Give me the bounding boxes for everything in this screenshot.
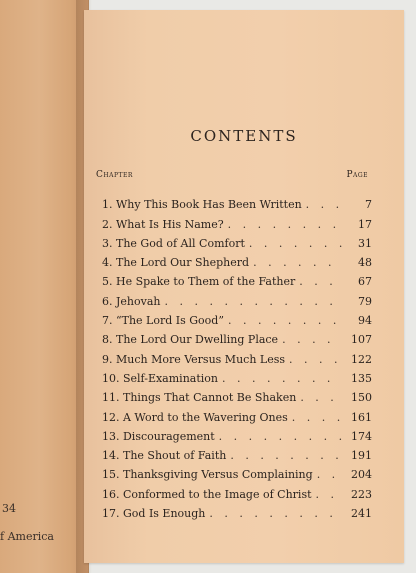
toc-leader-dots — [219, 430, 342, 443]
toc-entry — [102, 308, 372, 327]
toc-entry — [102, 250, 372, 269]
toc-entry-page-number: 79 — [358, 294, 372, 308]
contents-page — [84, 10, 404, 563]
toc-entry-title: 16. Conformed to the Image of Christ — [102, 487, 312, 501]
toc-entry-title: 2. What Is His Name? — [102, 217, 224, 231]
toc-entry-page-number: 223 — [351, 487, 372, 501]
toc-entry — [102, 501, 372, 520]
toc-entry — [102, 231, 372, 250]
left-page-number: 34 — [2, 502, 16, 515]
toc-entry-page-number: 48 — [358, 256, 372, 270]
toc-leader-dots — [299, 275, 342, 288]
toc-entry-page-number: 135 — [351, 371, 372, 385]
toc-leader-dots — [282, 333, 342, 346]
toc-leader-dots — [209, 507, 342, 520]
page-column-header: Page — [346, 170, 368, 180]
toc-entry — [102, 404, 372, 423]
toc-leader-dots — [289, 353, 342, 366]
toc-entry-title: 6. Jehovah — [102, 294, 161, 308]
toc-entry-page-number: 94 — [358, 314, 372, 328]
toc-entry — [102, 192, 372, 211]
toc-entry — [102, 288, 372, 307]
toc-entry — [102, 481, 372, 500]
toc-entry-title: 13. Discouragement — [102, 429, 215, 443]
toc-entry-title: 15. Thanksgiving Versus Complaining — [102, 468, 313, 482]
toc-entry-page-number: 67 — [358, 275, 372, 289]
toc-entry — [102, 424, 372, 443]
toc-entry-title: 3. The God of All Comfort — [102, 236, 245, 250]
toc-entry-title: 9. Much More Versus Much Less — [102, 352, 285, 366]
toc-leader-dots — [230, 449, 342, 462]
toc-leader-dots — [300, 391, 342, 404]
toc-entry — [102, 462, 372, 481]
table-of-contents — [102, 192, 372, 520]
chapter-column-header: Chapter — [96, 170, 133, 180]
toc-entry — [102, 327, 372, 346]
toc-entry-page-number: 150 — [351, 391, 372, 405]
left-page-footer-text: f America — [0, 530, 54, 543]
toc-leader-dots — [222, 372, 342, 385]
toc-leader-dots — [292, 411, 342, 424]
page-title: CONTENTS — [190, 127, 298, 145]
toc-entry — [102, 366, 372, 385]
toc-entry-page-number: 122 — [351, 352, 372, 366]
toc-leader-dots — [164, 295, 342, 308]
toc-entry-title: 11. Things That Cannot Be Shaken — [102, 391, 297, 405]
toc-entry-title: 8. The Lord Our Dwelling Place — [102, 333, 279, 347]
toc-leader-dots — [228, 218, 342, 231]
toc-leader-dots — [316, 488, 342, 501]
toc-entry-title: 17. God Is Enough — [102, 507, 206, 521]
toc-entry-title: 5. He Spake to Them of the Father — [102, 275, 296, 289]
toc-leader-dots — [317, 468, 342, 481]
toc-entry-page-number: 7 — [365, 198, 372, 212]
toc-entry-page-number: 17 — [358, 217, 372, 231]
toc-entry — [102, 211, 372, 230]
toc-entry-page-number: 191 — [351, 449, 372, 463]
toc-entry-title: 7. “The Lord Is Good” — [102, 314, 224, 328]
toc-entry-title: 4. The Lord Our Shepherd — [102, 256, 250, 270]
toc-leader-dots — [306, 198, 342, 211]
toc-entry-page-number: 31 — [358, 236, 372, 250]
toc-entry-page-number: 161 — [351, 410, 372, 424]
toc-entry — [102, 269, 372, 288]
toc-leader-dots — [253, 256, 342, 269]
toc-entry-title: 10. Self-Examination — [102, 371, 218, 385]
toc-entry-page-number: 174 — [351, 429, 372, 443]
toc-entry-title: 14. The Shout of Faith — [102, 449, 227, 463]
toc-entry-title: 1. Why This Book Has Been Written — [102, 198, 302, 212]
toc-entry-page-number: 107 — [351, 333, 372, 347]
toc-entry-page-number: 204 — [351, 468, 372, 482]
toc-entry — [102, 385, 372, 404]
toc-leader-dots — [249, 237, 342, 250]
toc-entry-title: 12. A Word to the Wavering Ones — [102, 410, 288, 424]
toc-entry — [102, 443, 372, 462]
toc-leader-dots — [228, 314, 342, 327]
toc-entry — [102, 346, 372, 365]
toc-entry-page-number: 241 — [351, 507, 372, 521]
